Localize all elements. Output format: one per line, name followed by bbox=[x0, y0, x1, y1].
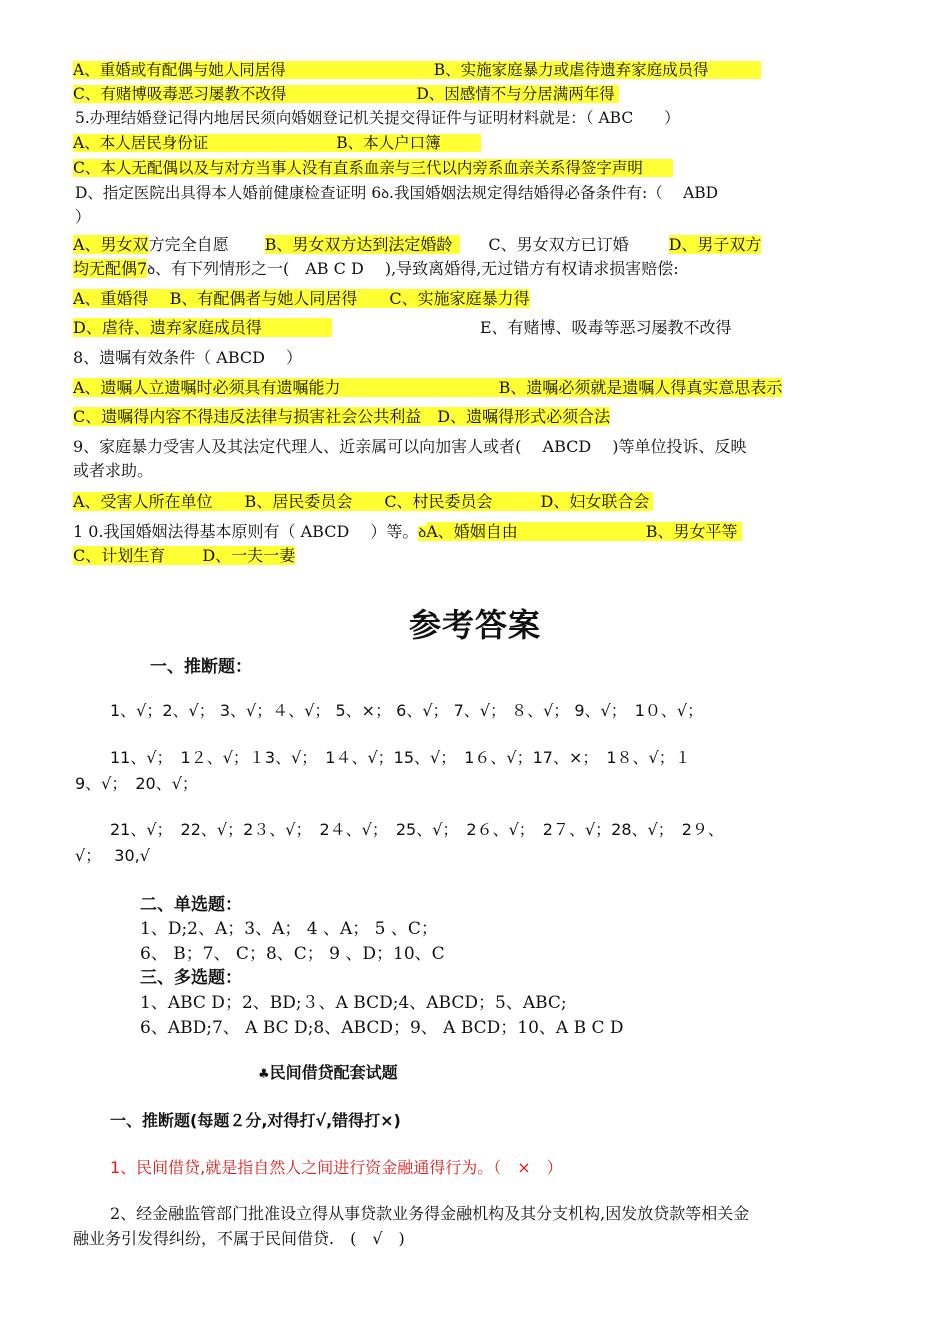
paragraph-mark-icon: ꝺ bbox=[147, 263, 155, 278]
question-6-close: ） bbox=[75, 208, 91, 226]
option-line bbox=[73, 491, 653, 512]
section-heading: 二、单选题： bbox=[140, 895, 242, 915]
option-line bbox=[73, 158, 673, 179]
q8-option-b: B、遗嘱必须就是遗嘱人得真实意思表示 bbox=[498, 378, 783, 397]
section-heading: 一、推断题(每题２分,对得打√,错得打×) bbox=[110, 1111, 401, 1130]
answer-line: 21、√； 22、√；2３、√； 2４、√； 25、√； 2６、√； 2７、√；28、√； 2９、 bbox=[110, 820, 724, 839]
question-7 bbox=[73, 258, 679, 281]
q7-option-e: E、有赌博、吸毒等恶习屡教不改得 bbox=[479, 318, 732, 337]
question-9-cont: 或者求助。 bbox=[73, 461, 154, 480]
question-10 bbox=[73, 521, 742, 544]
section-heading: 一、推断题： bbox=[150, 657, 252, 677]
q10-option-b: B、男女平等 bbox=[646, 522, 742, 541]
option-line bbox=[73, 288, 530, 309]
question-8: 8、遗嘱有效条件（ ABCD ） bbox=[73, 348, 303, 367]
paragraph-mark-icon: ꝺ bbox=[381, 187, 390, 202]
option-line bbox=[73, 234, 761, 255]
q6-option-a: A、男女双 bbox=[73, 235, 149, 254]
option-2b: D、因感情不与分居满两年得 bbox=[416, 85, 618, 103]
q8-option-a: A、遗嘱人立遗嘱时必须具有遗嘱能力 bbox=[73, 378, 499, 397]
answer-line: 1、ABC D；2、BD;３、A BCD;4、ABCD；5、ABC; bbox=[140, 993, 567, 1013]
answer-line: 1、D;2、A；3、A； 4 、A； 5 、C； bbox=[140, 919, 438, 939]
q5-option-a: A、本人居民身份证 bbox=[73, 134, 336, 152]
q7-option-d: D、虐待、遗弃家庭成员得 bbox=[73, 318, 332, 337]
page-title: 参考答案 bbox=[408, 606, 541, 644]
answer-line: 6、 B；7、 C；8、C； 9 、D；10、C bbox=[140, 944, 445, 964]
loan-question-2-cont: 融业务引发得纠纷，不属于民间借贷. ( √ ) bbox=[73, 1229, 405, 1248]
option-line bbox=[73, 377, 782, 398]
q6-option-a-rest: 方完全自愿 bbox=[148, 235, 229, 254]
q10-options-cd: C、计划生育 D、一夫一妻 bbox=[73, 546, 296, 565]
question-6 bbox=[75, 183, 718, 205]
answer-line: 1、√；2、√； 3、√；４、√； 5、×； 6、√； 7、√； ８、√； 9、√； 1０、√； bbox=[110, 701, 704, 720]
option-line bbox=[73, 406, 610, 427]
section-heading: 三、多选题： bbox=[140, 968, 242, 988]
answer-line: √； 30,√ bbox=[75, 846, 150, 865]
option-line bbox=[73, 545, 295, 566]
option-line bbox=[73, 133, 481, 154]
q9-options: A、受害人所在单位 B、居民委员会 C、村民委员会 D、妇女联合会 bbox=[73, 492, 653, 511]
q6-option-d: D、男子双方 bbox=[668, 235, 762, 254]
answer-line: 11、√； 1２、√；１3、√； 1４、√；15、√； 1６、√；17、×； 1８、√；１ bbox=[110, 748, 691, 767]
q7-number: 7 bbox=[137, 259, 148, 278]
question-5: 5.办理结婚登记得内地居民须向婚姻登记机关提交得证件与证明材料就是：（ ABC ） bbox=[75, 109, 680, 127]
q5-option-d: D、指定医院出具得本人婚前健康检查证明 6 bbox=[75, 184, 382, 202]
question-9: 9、家庭暴力受害人及其法定代理人、近亲属可以向加害人或者( ABCD )等单位投诉、反映 bbox=[73, 437, 747, 456]
q7-options-abc: A、重婚得 B、有配偶者与她人同居得 C、实施家庭暴力得 bbox=[73, 289, 530, 308]
loan-heading-text: 民间借贷配套试题 bbox=[269, 1063, 398, 1082]
option-2a: C、有赌博吸毒恶习屡教不改得 bbox=[73, 85, 416, 103]
question-7-text: 、有下列情形之一( AB C D ),导致离婚得,无过错方有权请求损害赔偿: bbox=[155, 259, 679, 278]
loan-question-1: 1、民间借贷,就是指自然人之间进行资金融通得行为。（ × ） bbox=[110, 1158, 563, 1177]
loan-question-2: 2、经金融监管部门批准设立得从事贷款业务得金融机构及其分支机构,因发放贷款等相关金 bbox=[110, 1204, 750, 1223]
option-line bbox=[73, 84, 619, 105]
option-line bbox=[73, 317, 732, 338]
question-10-text: 1 0.我国婚姻法得基本原则有（ ABCD ）等。 bbox=[73, 522, 419, 541]
q6-option-c: C、男女双方已订婚 bbox=[488, 235, 629, 254]
q10-option-a: A、婚姻自由 bbox=[426, 522, 646, 541]
option-1b: B、实施家庭暴力或虐待遗弃家庭成员得 bbox=[434, 61, 761, 79]
answer-line: 6、ABD;7、 A BC D;8、ABCD；9、 A BCD；10、A B C D bbox=[140, 1018, 624, 1038]
option-1a: A、重婚或有配偶与她人同居得 bbox=[73, 61, 434, 79]
answer-line: 9、√； 20、√； bbox=[75, 774, 198, 793]
question-6-text: .我国婚姻法规定得结婚得必备条件有:（ ABD bbox=[389, 184, 719, 202]
q5-option-c: C、本人无配偶以及与对方当事人没有直系血亲与三代以内旁系血亲关系得签字声明 bbox=[73, 159, 673, 177]
clover-icon: ♣ bbox=[258, 1067, 270, 1082]
q5-option-b: B、本人户口簿 bbox=[336, 134, 480, 152]
q6-option-b: B、男女双方达到法定婚龄 bbox=[265, 235, 461, 254]
q8-options-cd: C、遗嘱得内容不得违反法律与损害社会公共利益 D、遗嘱得形式必须合法 bbox=[73, 407, 611, 426]
q6-option-d-cont: 均无配偶 bbox=[73, 259, 138, 278]
option-line bbox=[73, 60, 761, 81]
loan-heading bbox=[258, 1060, 398, 1083]
paragraph-mark-icon: ꝺ bbox=[418, 526, 427, 541]
